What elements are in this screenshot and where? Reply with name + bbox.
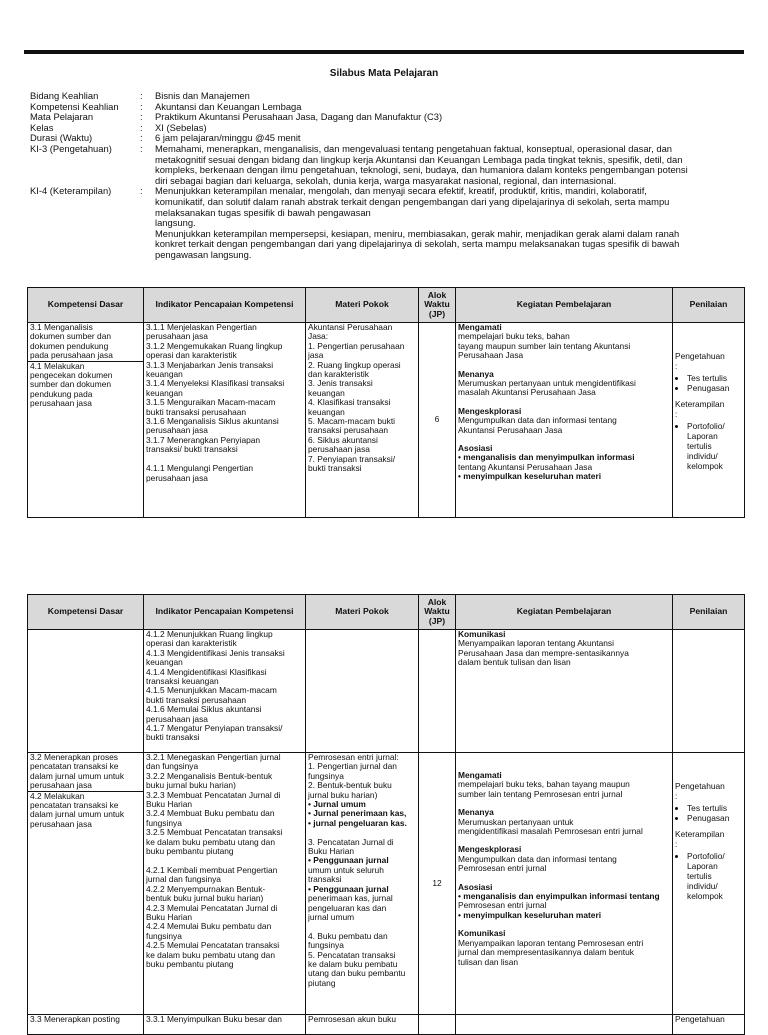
table-row — [28, 323, 745, 518]
ipk-line: 4.2.3 Memulai Pencatatan Jurnal di — [146, 902, 278, 913]
ipk-line: 3.1.7 Menerangkan Penyiapan — [146, 434, 261, 445]
activity-line: Mengumpulkan data dan informasi tentang — [458, 415, 617, 426]
materi-line: fungsinya — [308, 770, 344, 781]
ipk-line: perusahaan jasa — [146, 713, 208, 724]
meta-label: Kelas — [30, 121, 54, 133]
ipk-line: keuangan — [146, 657, 183, 668]
activity-line: Mengumpulkan data dan informasi tentang — [458, 853, 617, 864]
ipk-line: 4.1.1 Mengulangi Pengertian — [146, 463, 254, 474]
materi-cell — [306, 630, 419, 753]
materi-line: 2. Bentuk-bentuk buku — [308, 780, 392, 791]
meta-colon: : — [140, 185, 143, 197]
meta-colon: : — [140, 100, 143, 112]
materi-line: fungsinya — [308, 940, 344, 951]
pengetahuan-list — [675, 803, 742, 823]
ipk-cell: 3.3.1 Menyimpulkan Buku besar dan — [144, 1015, 306, 1035]
meta-row — [30, 91, 730, 102]
kd-knowledge — [28, 323, 143, 362]
materi-line: jurnal buku harian) — [308, 789, 378, 800]
materi-cell: Pemrosesan akun buku — [306, 1015, 419, 1035]
ipk-line: 3.2.4 Membuat Buku pembatu dan — [146, 808, 275, 819]
ipk-line: jurnal dan fungsinya — [146, 874, 221, 885]
activity-heading: Asosiasi — [458, 881, 493, 892]
meta-value-line: Memahami, menerapkan, menganalisis, dan mengevaluasi tentang pengetahuan faktual, konseptual, operasional dasar, dan — [155, 142, 673, 154]
materi-line: keuangan — [308, 387, 345, 398]
ipk-line: 3.2.2 Menganalisis Bentuk-bentuk — [146, 770, 273, 781]
materi-line: Buku Harian — [308, 846, 355, 857]
materi-line: 5. Macam-macam bukti — [308, 416, 396, 427]
meta-value-line: metakognitif sesuai dengan bidang dan lingkup kerja Akuntansi dan Keuangan Lembaga pada tingkat teknis, spesifik, detil, dan — [155, 153, 683, 165]
ipk-line: perusahaan jasa — [146, 425, 208, 436]
activity-line: • menganalisis dan enyimpulkan informasi tentang — [458, 891, 660, 902]
activity-block — [458, 929, 670, 967]
materi-line: penerimaan kas, jurnal — [308, 893, 393, 904]
kd-knowledge — [28, 753, 143, 792]
assessment-item: • Penugasan — [687, 813, 742, 823]
meta-value-line: 6 jam pelajaran/minggu @45 menit — [155, 132, 301, 144]
activity-heading: Mengamati — [458, 322, 502, 332]
ipk-line: 3.2.5 Membuat Pencatatan transaksi — [146, 827, 283, 838]
activity-block — [458, 808, 670, 836]
activity-line: tulisan dan lisan — [458, 956, 519, 967]
kegiatan-cell — [456, 753, 673, 1015]
meta-label: KI-4 (Keterampilan) — [30, 185, 112, 197]
materi-line: Pemrosesan entri jurnal: — [308, 752, 399, 762]
activity-line: mengidentifikasi masalah Pemrosesan entri jurnal — [458, 826, 643, 837]
meta-label: Mata Pelajaran — [30, 111, 94, 123]
kd-line: dokumen sumber dan — [30, 331, 112, 342]
penilaian-cell — [673, 630, 745, 753]
table-row — [28, 1015, 745, 1035]
materi-line: 1. Pengertian jurnal dan — [308, 761, 397, 772]
kd-line: pencatatan transaksi ke — [30, 800, 119, 811]
activity-line: jurnal dan mempresentasikannya dalam bentuk — [458, 947, 634, 958]
penilaian-keterampilan: Keterampilan — [675, 399, 725, 409]
ipk-line: perusahaan jasa — [146, 331, 208, 342]
materi-cell — [306, 323, 419, 518]
penilaian-pengetahuan: Pengetahuan — [675, 351, 725, 361]
header-alokasi-waktu: Alok Waktu (JP) — [419, 595, 456, 630]
materi-line: piutang — [308, 977, 336, 988]
header-kompetensi-dasar: Kompetensi Dasar — [28, 288, 144, 323]
kd-line: pengecekan dokumen — [30, 370, 113, 381]
penilaian-keterampilan: Keterampilan — [675, 829, 725, 839]
ipk-line: 3.1.5 Menguraikan Macam-macam — [146, 397, 276, 408]
activity-line: • menyimpulkan keseluruhan materi — [458, 909, 602, 920]
penilaian-cell — [673, 323, 745, 518]
kd-line: dalam jurnal umum untuk — [30, 809, 125, 820]
activity-line: mempelajari buku teks, bahan tayang maupun — [458, 779, 630, 790]
ipk-line: fungsinya — [146, 930, 182, 941]
ipk-line: 3.1.4 Menyeleksi Klasifikasi transaksi — [146, 378, 285, 389]
ipk-line: operasi dan karakteristik — [146, 638, 237, 649]
kegiatan-cell — [456, 1015, 673, 1035]
activity-line: Akuntansi Perusahaan Jasa — [458, 424, 563, 435]
meta-value-line: Praktikum Akuntansi Perusahaan Jasa, Dagang dan Manufaktur (C3) — [155, 111, 443, 123]
assessment-item: • Penugasan — [687, 383, 742, 393]
ipk-line: ke dalam buku pembatu utang dan — [146, 949, 275, 960]
colon: : — [675, 361, 678, 371]
table-header-row — [28, 288, 745, 323]
ipk-line: Buku Harian — [146, 799, 193, 810]
kd-line: perusahaan jasa — [30, 818, 92, 829]
activity-block — [458, 370, 670, 398]
materi-line: utang dan buku pembantu — [308, 968, 406, 979]
meta-colon: : — [140, 90, 143, 101]
activity-block — [458, 845, 670, 873]
meta-label: Kompetensi Keahlian — [30, 100, 119, 112]
meta-row — [30, 144, 730, 186]
meta-label: Durasi (Waktu) — [30, 132, 93, 144]
materi-line: • Penggunaan jurnal — [308, 883, 389, 894]
meta-value — [155, 144, 730, 186]
syllabus-table-2 — [27, 594, 745, 1035]
activity-heading: Menanya — [458, 807, 494, 818]
materi-line: • Jurnal umum — [308, 799, 366, 810]
ipk-line: operasi dan karakteristik — [146, 350, 237, 361]
meta-colon: : — [140, 142, 143, 154]
materi-line: 7. Penyiapan transaksi/ — [308, 453, 396, 464]
materi-line: perusahaan jasa — [308, 444, 370, 455]
header-alokasi-waktu: Alok Waktu (JP) — [419, 288, 456, 323]
ipk-line: 4.2.1 Kembali membuat Pengertian — [146, 864, 278, 875]
meta-value-line: komunikatif, dan solutif dalam ranah abstrak terkait dengan pengembangan dari yang dipelajarinya di sekolah, serta mampu — [155, 195, 670, 207]
kd-line: dalam jurnal umum untuk — [30, 770, 125, 781]
ipk-line: keuangan — [146, 387, 183, 398]
ipk-line: ke dalam buku pembatu utang dan — [146, 836, 275, 847]
activity-line: • menganalisis dan menyimpulkan informasi — [458, 452, 635, 463]
ipk-line: 3.2.1 Menegaskan Pengertian jurnal — [146, 752, 281, 762]
kd-line: pendukung pada — [30, 388, 93, 399]
materi-line: ke dalam buku pembatu — [308, 958, 398, 969]
alok-cell — [419, 1015, 456, 1035]
colon: : — [675, 791, 678, 801]
header-materi-pokok: Materi Pokok — [306, 595, 419, 630]
ipk-line: keuangan — [146, 369, 183, 380]
ipk-cell — [144, 630, 306, 753]
materi-line: jasa — [308, 350, 324, 361]
activity-heading: Komunikasi — [458, 629, 506, 639]
penilaian-cell — [673, 753, 745, 1015]
table-header-row — [28, 595, 745, 630]
kd-line: perusahaan jasa — [30, 398, 92, 409]
materi-line: Jasa: — [308, 331, 329, 342]
ipk-line: transaksi keuangan — [146, 676, 219, 687]
ipk-cell — [144, 323, 306, 518]
kd-line: 3.2 Menerapkan proses — [30, 752, 118, 762]
meta-label: KI-3 (Pengetahuan) — [30, 142, 112, 154]
materi-line: Akuntansi Perusahaan — [308, 322, 393, 332]
ipk-line: 4.1.2 Menunjukkan Ruang lingkup — [146, 629, 273, 639]
meta-value-line: langsung. — [155, 217, 196, 229]
ipk-line: 3.1.6 Menganalisis Siklus akuntansi — [146, 416, 279, 427]
activity-line: Perusahaan Jasa — [458, 350, 524, 361]
activity-line: mempelajari buku teks, bahan — [458, 331, 570, 342]
colon: : — [675, 839, 678, 849]
activity-line: tayang maupun sumber lain tentang Akuntansi — [458, 340, 631, 351]
meta-value-line: Menunjukkan keterampilan mempersepsi, kesiapan, meniru, membiasakan, gerak mahir, menjadikan gerak alami dalam ranah — [155, 227, 680, 239]
meta-value-line: XI (Sebelas) — [155, 121, 207, 133]
meta-row — [30, 123, 730, 134]
document-title: Silabus Mata Pelajaran — [329, 68, 439, 79]
activity-heading: Asosiasi — [458, 443, 493, 454]
table-row — [28, 630, 745, 753]
kd-cell: 3.3 Menerapkan posting — [28, 1015, 144, 1035]
kd-cell — [28, 630, 144, 753]
meta-value-line: melaksanakan tugas spesifik di bawah pengawasan — [155, 206, 371, 218]
materi-line: keuangan — [308, 406, 345, 417]
activity-line: Menyampaikan laporan tentang Pemrosesan entri — [458, 937, 644, 948]
ipk-line: bentuk buku jurnal buku harian) — [146, 893, 264, 904]
ipk-line: 4.1.6 Memulai Siklus akuntansi — [146, 704, 262, 715]
kd-cell — [28, 323, 144, 518]
alok-cell: 12 — [419, 753, 456, 1015]
materi-cell — [306, 753, 419, 1015]
activity-line: sumber lain tentang Pemrosesan entri jurnal — [458, 788, 623, 799]
kd-line: 4.1 Melakukan — [30, 360, 85, 371]
materi-line: bukti transaksi — [308, 463, 362, 474]
assessment-item: • Portofolio/ Laporan tertulis individu/ kelompok — [687, 851, 732, 901]
ipk-line: 4.2.4 Memulai Buku pembatu dan — [146, 921, 272, 932]
activity-block — [458, 883, 670, 921]
kd-line: pencatatan transaksi ke — [30, 761, 119, 772]
kd-line: 3.1 Menganalisis — [30, 322, 93, 332]
meta-value — [155, 91, 730, 102]
meta-value — [155, 112, 730, 123]
materi-line: 5. Pencatatan transaksi — [308, 949, 396, 960]
ipk-line: fungsinya — [146, 817, 182, 828]
ipk-line: buku jurnal buku harian) — [146, 780, 236, 791]
activity-line: masalah Akuntansi Perusahaan Jasa — [458, 387, 596, 398]
activity-heading: Komunikasi — [458, 928, 506, 939]
meta-value-line: pengawasan langsung. — [155, 248, 252, 260]
ipk-cell — [144, 753, 306, 1015]
penilaian-cell: Pengetahuan — [673, 1015, 745, 1035]
materi-line: 4. Buku pembatu dan — [308, 930, 388, 941]
keterampilan-list — [675, 421, 732, 471]
header-kompetensi-dasar: Kompetensi Dasar — [28, 595, 144, 630]
ipk-line: perusahaan jasa — [146, 472, 208, 483]
activity-line: Pemrosesan entri jurnal — [458, 863, 547, 874]
materi-line: 6. Siklus akuntansi — [308, 434, 378, 445]
meta-value-line: Bisnis dan Manajemen — [155, 90, 250, 101]
meta-value-line: kompleks, berkenaan dengan ilmu pengetahuan, teknologi, seni, budaya, dan humaniora dalam konteks pengembangan potensi — [155, 164, 688, 176]
activity-block — [458, 407, 670, 435]
activity-line: Menyampaikan laporan tentang Akuntansi — [458, 638, 614, 649]
header-indikator: Indikator Pencapaian Kompetensi — [144, 595, 306, 630]
materi-line: transaksi perusahaan — [308, 425, 389, 436]
activity-heading: Mengeskplorasi — [458, 405, 522, 416]
assessment-item: • Tes tertulis — [687, 373, 742, 383]
activity-line: Perusahaan Jasa dan mempre-sentasikannya — [458, 647, 629, 658]
syllabus-table-1 — [27, 287, 745, 518]
materi-line: • Penggunaan jurnal — [308, 855, 389, 866]
materi-line: dan karakteristik — [308, 369, 369, 380]
meta-row — [30, 186, 730, 260]
meta-value-line: diri sebagai bagian dari keluarga, sekolah, dunia kerja, warga masyarakat nasional, regional, dan internasional. — [155, 174, 617, 186]
activity-line: Merumuskan pertanyaan untuk mengidentifikasi — [458, 378, 636, 389]
ipk-line: 4.2.2 Menyempurnakan Bentuk- — [146, 883, 266, 894]
meta-value-line: Akuntansi dan Keuangan Lembaga — [155, 100, 302, 112]
activity-block — [458, 771, 670, 799]
materi-line: 4. Klasifikasi transaksi — [308, 397, 391, 408]
kd-line: sumber dan dokumen — [30, 379, 112, 390]
top-rule — [24, 50, 744, 54]
penilaian-pengetahuan: Pengetahuan — [675, 781, 725, 791]
ipk-line: buku pembantu piutang — [146, 846, 234, 857]
activity-heading: Mengeskplorasi — [458, 844, 522, 855]
header-kegiatan: Kegiatan Pembelajaran — [456, 595, 673, 630]
meta-value-line: Menunjukkan keterampilan menalar, mengolah, dan menyaji secara efektif, kreatif, produktif, kritis, mandiri, kolaboratif, — [155, 185, 647, 197]
meta-row — [30, 112, 730, 123]
assessment-item: • Tes tertulis — [687, 803, 742, 813]
activity-block — [458, 630, 670, 668]
materi-line: umum untuk seluruh — [308, 864, 384, 875]
kd-cell — [28, 753, 144, 1015]
alok-cell — [419, 630, 456, 753]
ipk-line: 4.1.7 Mengatur Penyiapan transaksi/ — [146, 723, 283, 734]
ipk-line: 3.2.3 Membuat Pencatatan Jurnal di — [146, 789, 281, 800]
materi-line: 3. Pencatatan Jurnal di — [308, 836, 394, 847]
course-info — [30, 91, 730, 261]
keterampilan-list — [675, 851, 732, 901]
kd-line: pada perusahaan jasa — [30, 350, 113, 361]
ipk-line: dan fungsinya — [146, 761, 199, 772]
ipk-line: bukti transaksi perusahaan — [146, 694, 247, 705]
activity-line: • menyimpulkan keseluruhan materi — [458, 471, 602, 482]
kd-skill — [28, 792, 143, 830]
activity-line: Pemrosesan entri jurnal — [458, 900, 547, 911]
header-penilaian: Penilaian — [673, 595, 745, 630]
meta-colon: : — [140, 132, 143, 144]
activity-line: dalam bentuk tulisan dan lisan — [458, 657, 571, 668]
ipk-line: 4.1.3 Mengidentifikasi Jenis transaksi — [146, 647, 285, 658]
materi-line: 3. Jenis transaksi — [308, 378, 373, 389]
kegiatan-cell — [456, 323, 673, 518]
kd-line: dokumen pendukung — [30, 340, 109, 351]
kegiatan-cell — [456, 630, 673, 753]
ipk-line: 4.1.4 Mengidentifikasi Klasifikasi — [146, 666, 267, 677]
ipk-line: 4.2.5 Memulai Pencatatan transaksi — [146, 940, 280, 951]
activity-line: Merumuskan pertanyaan untuk — [458, 816, 574, 827]
materi-line: • Jurnal penerimaan kas, — [308, 808, 407, 819]
header-kegiatan: Kegiatan Pembelajaran — [456, 288, 673, 323]
ipk-line: 3.1.3 Menjabarkan Jenis transaksi — [146, 359, 274, 370]
materi-line: jurnal umum — [308, 911, 355, 922]
ipk-line: transaksi/ bukti transaksi — [146, 444, 238, 455]
ipk-line: 3.1.2 Mengemukakan Ruang lingkup — [146, 340, 283, 351]
alok-cell: 6 — [419, 323, 456, 518]
ipk-line: bukti transaksi — [146, 732, 200, 743]
kd-line: perusahaan jasa — [30, 780, 92, 791]
ipk-line: bukti transaksi perusahaan — [146, 406, 247, 417]
activity-heading: Menanya — [458, 368, 494, 379]
activity-block — [458, 323, 670, 361]
colon: : — [675, 409, 678, 419]
meta-value — [155, 186, 730, 260]
activity-line: tentang Akuntansi Perusahaan Jasa — [458, 461, 593, 472]
materi-line: 2. Ruang lingkup operasi — [308, 359, 401, 370]
materi-line: transaksi — [308, 874, 342, 885]
activity-heading: Mengamati — [458, 770, 502, 780]
pengetahuan-list — [675, 373, 742, 393]
header-materi-pokok: Materi Pokok — [306, 288, 419, 323]
ipk-line: 3.1.1 Menjelaskan Pengertian — [146, 322, 257, 332]
table-row — [28, 753, 745, 1015]
assessment-item: • Portofolio/ Laporan tertulis individu/ kelompok — [687, 421, 732, 471]
materi-line: • jurnal pengeluaran kas. — [308, 817, 407, 828]
ipk-line: 4.1.5 Menunjukkan Macam-macam — [146, 685, 277, 696]
ipk-line: Buku Harian — [146, 911, 193, 922]
meta-colon: : — [140, 111, 143, 123]
meta-colon: : — [140, 121, 143, 133]
header-penilaian: Penilaian — [673, 288, 745, 323]
ipk-line: buku pembantu piutang — [146, 958, 234, 969]
materi-line: 1. Pengertian perusahaan — [308, 340, 405, 351]
activity-block — [458, 444, 670, 482]
meta-label: Bidang Keahlian — [30, 90, 99, 101]
kd-line: 4.2 Melakukan — [30, 790, 85, 801]
meta-value-line: konkret terkait dengan pengembangan dari yang dipelajarinya di sekolah, serta mampu melaksanakan tugas spesifik di bawah — [155, 238, 680, 250]
kd-skill — [28, 362, 143, 409]
header-indikator: Indikator Pencapaian Kompetensi — [144, 288, 306, 323]
materi-line: pengeluaran kas dan — [308, 902, 387, 913]
